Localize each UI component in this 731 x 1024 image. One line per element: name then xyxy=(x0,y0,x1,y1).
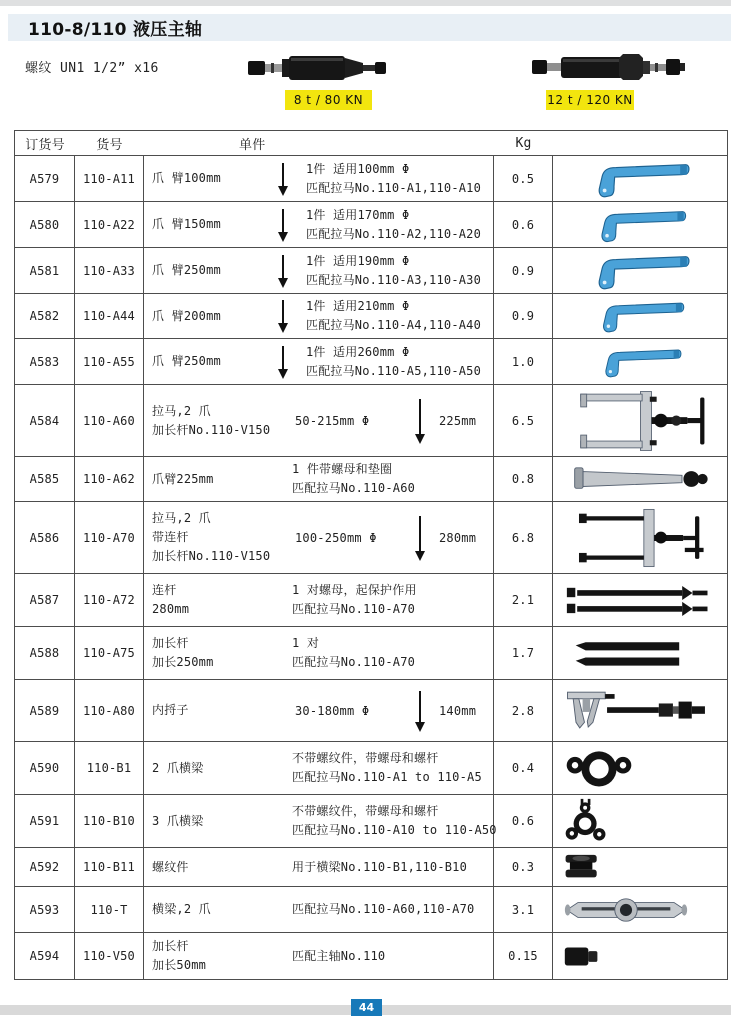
down-arrow-icon xyxy=(277,254,289,288)
weight-cell: 0.6 xyxy=(494,795,553,847)
item-no-cell: 110-B10 xyxy=(75,795,144,847)
photo-cell xyxy=(553,294,727,338)
item-name: 爪臂225mm xyxy=(152,471,214,486)
weight-cell: 1.7 xyxy=(494,627,553,679)
photo-cell xyxy=(553,742,727,794)
unit-cell xyxy=(144,933,494,979)
item-name: 螺纹件 xyxy=(152,859,189,874)
weight-cell: 0.9 xyxy=(494,294,553,338)
order-no-cell: A589 xyxy=(15,680,75,741)
order-no-cell: A584 xyxy=(15,385,75,456)
order-no-cell: A581 xyxy=(15,248,75,293)
order-no-cell: A590 xyxy=(15,742,75,794)
item-description: 1件 适用210mm Φ 匹配拉马No.110-A4,110-A40 xyxy=(306,299,482,332)
unit-cell xyxy=(144,795,497,847)
weight-cell: 0.6 xyxy=(494,202,553,247)
product-photo-internal-extractor xyxy=(560,686,720,736)
product-photo-ring-3jaw xyxy=(563,797,609,845)
item-name: 拉马,2 爪 加长杆No.110-V150 xyxy=(152,403,271,437)
table-row xyxy=(15,680,727,742)
product-photo-jaw-arm-nut xyxy=(570,463,710,495)
product-photo-jaw-arm xyxy=(593,294,687,338)
weight-cell: 0.9 xyxy=(494,248,553,293)
item-no-cell: 110-A33 xyxy=(75,248,144,293)
weight-cell: 6.8 xyxy=(494,502,553,573)
weight-cell: 1.0 xyxy=(494,339,553,384)
item-description: 不带螺纹件，带螺母和螺杆 匹配拉马No.110-A10 to 110-A50 xyxy=(292,804,497,837)
photo-cell xyxy=(553,457,727,501)
diameter-range: 30-180mm Φ xyxy=(295,703,370,718)
item-name: 连杆 280mm xyxy=(152,583,190,616)
item-description: 1 对螺母，起保护作用 匹配拉马No.110-A70 xyxy=(292,583,417,616)
hydraulic-spindle-12t-photo xyxy=(531,47,687,87)
table-row xyxy=(15,202,727,248)
item-name: 内捋子 xyxy=(152,703,189,717)
item-no-cell: 110-V50 xyxy=(75,933,144,979)
weight-cell: 6.5 xyxy=(494,385,553,456)
item-name: 3 爪横梁 xyxy=(152,813,204,828)
photo-cell xyxy=(553,887,727,932)
force-label-12t: 12 t / 120 KN xyxy=(546,90,634,110)
item-name: 2 爪横梁 xyxy=(152,760,204,775)
photo-cell xyxy=(553,502,727,573)
item-description: 匹配拉马No.110-A60,110-A70 xyxy=(292,902,475,916)
title-bar xyxy=(8,14,731,41)
unit-cell xyxy=(144,339,494,384)
photo-cell xyxy=(553,248,727,293)
diameter-range: 100-250mm Φ xyxy=(295,530,377,545)
photo-cell xyxy=(553,848,727,886)
item-description: 用于横梁No.110-B1,110-B10 xyxy=(292,859,468,874)
catalog-table xyxy=(14,130,728,980)
unit-cell xyxy=(144,887,494,932)
table-row xyxy=(15,385,727,457)
item-name: 爪 臂200mm xyxy=(152,308,221,323)
product-photo-jaw-arm xyxy=(596,340,684,384)
item-name: 爪 臂150mm xyxy=(152,217,221,231)
item-name: 横梁,2 爪 xyxy=(152,902,211,916)
order-no-cell: A592 xyxy=(15,848,75,886)
item-no-cell: 110-A22 xyxy=(75,202,144,247)
table-row xyxy=(15,574,727,627)
item-name: 加长杆 加长250mm xyxy=(152,636,214,669)
table-row xyxy=(15,887,727,933)
order-no-cell: A588 xyxy=(15,627,75,679)
down-arrow-icon xyxy=(414,515,426,561)
weight-cell: 0.5 xyxy=(494,156,553,201)
product-photo-threaded-piece xyxy=(563,853,601,881)
down-arrow-icon xyxy=(277,345,289,379)
reach-size: 140mm xyxy=(439,703,477,718)
product-photo-ring-2jaw xyxy=(563,743,635,793)
down-arrow-icon xyxy=(277,162,289,196)
weight-cell: 3.1 xyxy=(494,887,553,932)
product-photo-jaw-arm xyxy=(587,157,693,201)
unit-cell xyxy=(144,294,494,338)
product-photo-rod-pair xyxy=(565,584,715,616)
page-title: 110-8/110 液压主轴 xyxy=(28,20,203,40)
order-no-cell: A579 xyxy=(15,156,75,201)
photo-cell xyxy=(553,627,727,679)
unit-cell xyxy=(144,848,494,886)
product-photo-puller-2jaw xyxy=(565,389,715,453)
product-photo-extension-50 xyxy=(563,944,601,969)
unit-cell xyxy=(144,742,494,794)
table-row xyxy=(15,627,727,680)
unit-cell xyxy=(144,627,494,679)
unit-cell xyxy=(144,502,494,573)
table-body xyxy=(15,156,727,979)
page-number-badge: 44 xyxy=(351,999,382,1016)
table-row xyxy=(15,795,727,848)
table-row xyxy=(15,742,727,795)
table-row xyxy=(15,502,727,574)
table-row xyxy=(15,457,727,502)
table-row xyxy=(15,848,727,887)
weight-cell: 2.8 xyxy=(494,680,553,741)
weight-cell: 0.15 xyxy=(494,933,553,979)
top-edge-strip xyxy=(0,0,731,6)
order-no-cell: A587 xyxy=(15,574,75,626)
item-name: 爪 臂100mm xyxy=(152,171,221,185)
photo-cell xyxy=(553,680,727,741)
photo-cell xyxy=(553,339,727,384)
item-name: 加长杆 加长50mm xyxy=(152,939,207,972)
photo-cell xyxy=(553,156,727,201)
order-no-cell: A582 xyxy=(15,294,75,338)
order-no-cell: A594 xyxy=(15,933,75,979)
header-unit: 单件 xyxy=(239,137,266,153)
weight-cell: 0.3 xyxy=(494,848,553,886)
weight-cell: 2.1 xyxy=(494,574,553,626)
item-no-cell: 110-A44 xyxy=(75,294,144,338)
photo-cell xyxy=(553,795,727,847)
unit-cell xyxy=(144,385,494,456)
item-description: 1 件带螺母和垫圈 匹配拉马No.110-A60 xyxy=(292,462,416,495)
product-photo-puller-2jaw-rods xyxy=(565,506,715,570)
weight-cell: 0.8 xyxy=(494,457,553,501)
photo-cell xyxy=(553,574,727,626)
item-description: 不带螺纹件，带螺母和螺杆 匹配拉马No.110-A1 to 110-A5 xyxy=(292,751,482,784)
item-description: 1件 适用170mm Φ 匹配拉马No.110-A2,110-A20 xyxy=(306,207,482,241)
table-row xyxy=(15,933,727,979)
table-row xyxy=(15,339,727,385)
reach-size: 225mm xyxy=(439,413,477,428)
unit-cell xyxy=(144,248,494,293)
item-description: 1件 适用190mm Φ 匹配拉马No.110-A3,110-A30 xyxy=(306,253,482,287)
item-no-cell: 110-B1 xyxy=(75,742,144,794)
product-photo-jaw-arm xyxy=(591,203,689,247)
diameter-range: 50-215mm Φ xyxy=(295,413,370,428)
unit-cell xyxy=(144,202,494,247)
photo-cell xyxy=(553,933,727,979)
item-description: 1件 适用100mm Φ 匹配拉马No.110-A1,110-A10 xyxy=(306,161,482,195)
product-photo-extension-pair xyxy=(573,638,708,669)
product-photo-jaw-arm xyxy=(584,249,696,293)
photo-cell xyxy=(553,202,727,247)
item-no-cell: 110-A75 xyxy=(75,627,144,679)
item-no-cell: 110-B11 xyxy=(75,848,144,886)
table-row xyxy=(15,156,727,202)
hydraulic-spindle-8t-photo xyxy=(247,49,392,87)
order-no-cell: A580 xyxy=(15,202,75,247)
weight-cell: 0.4 xyxy=(494,742,553,794)
order-no-cell: A585 xyxy=(15,457,75,501)
photo-cell xyxy=(553,385,727,456)
product-photo-crossbeam xyxy=(563,891,689,929)
item-no-cell: 110-A80 xyxy=(75,680,144,741)
unit-cell xyxy=(144,680,494,741)
header-weight-kg: Kg xyxy=(515,135,532,151)
item-no-cell: 110-A72 xyxy=(75,574,144,626)
table-row xyxy=(15,294,727,339)
item-name: 爪 臂250mm xyxy=(152,263,221,277)
thread-spec: 螺纹 UN1 1/2” x16 xyxy=(25,61,159,76)
force-label-8t: 8 t / 80 KN xyxy=(285,90,372,110)
unit-cell xyxy=(144,156,494,201)
reach-size: 280mm xyxy=(439,530,477,545)
item-no-cell: 110-A70 xyxy=(75,502,144,573)
down-arrow-icon xyxy=(277,299,289,333)
item-description: 匹配主轴No.110 xyxy=(292,948,386,963)
order-no-cell: A586 xyxy=(15,502,75,573)
down-arrow-icon xyxy=(414,398,426,444)
item-no-cell: 110-T xyxy=(75,887,144,932)
item-no-cell: 110-A62 xyxy=(75,457,144,501)
header-order-no: 订货号 xyxy=(25,137,65,153)
table-header-row xyxy=(15,131,727,156)
order-no-cell: A593 xyxy=(15,887,75,932)
header-item-no: 货号 xyxy=(96,137,123,153)
item-description: 1 对 匹配拉马No.110-A70 xyxy=(292,636,416,669)
unit-cell xyxy=(144,574,494,626)
table-row xyxy=(15,248,727,294)
item-no-cell: 110-A55 xyxy=(75,339,144,384)
item-description: 1件 适用260mm Φ 匹配拉马No.110-A5,110-A50 xyxy=(306,344,482,378)
item-no-cell: 110-A60 xyxy=(75,385,144,456)
item-name: 拉马,2 爪 带连杆 加长杆No.110-V150 xyxy=(152,511,271,563)
item-no-cell: 110-A11 xyxy=(75,156,144,201)
unit-cell xyxy=(144,457,494,501)
item-name: 爪 臂250mm xyxy=(152,354,221,368)
down-arrow-icon xyxy=(277,208,289,242)
order-no-cell: A583 xyxy=(15,339,75,384)
down-arrow-icon xyxy=(414,690,426,732)
order-no-cell: A591 xyxy=(15,795,75,847)
